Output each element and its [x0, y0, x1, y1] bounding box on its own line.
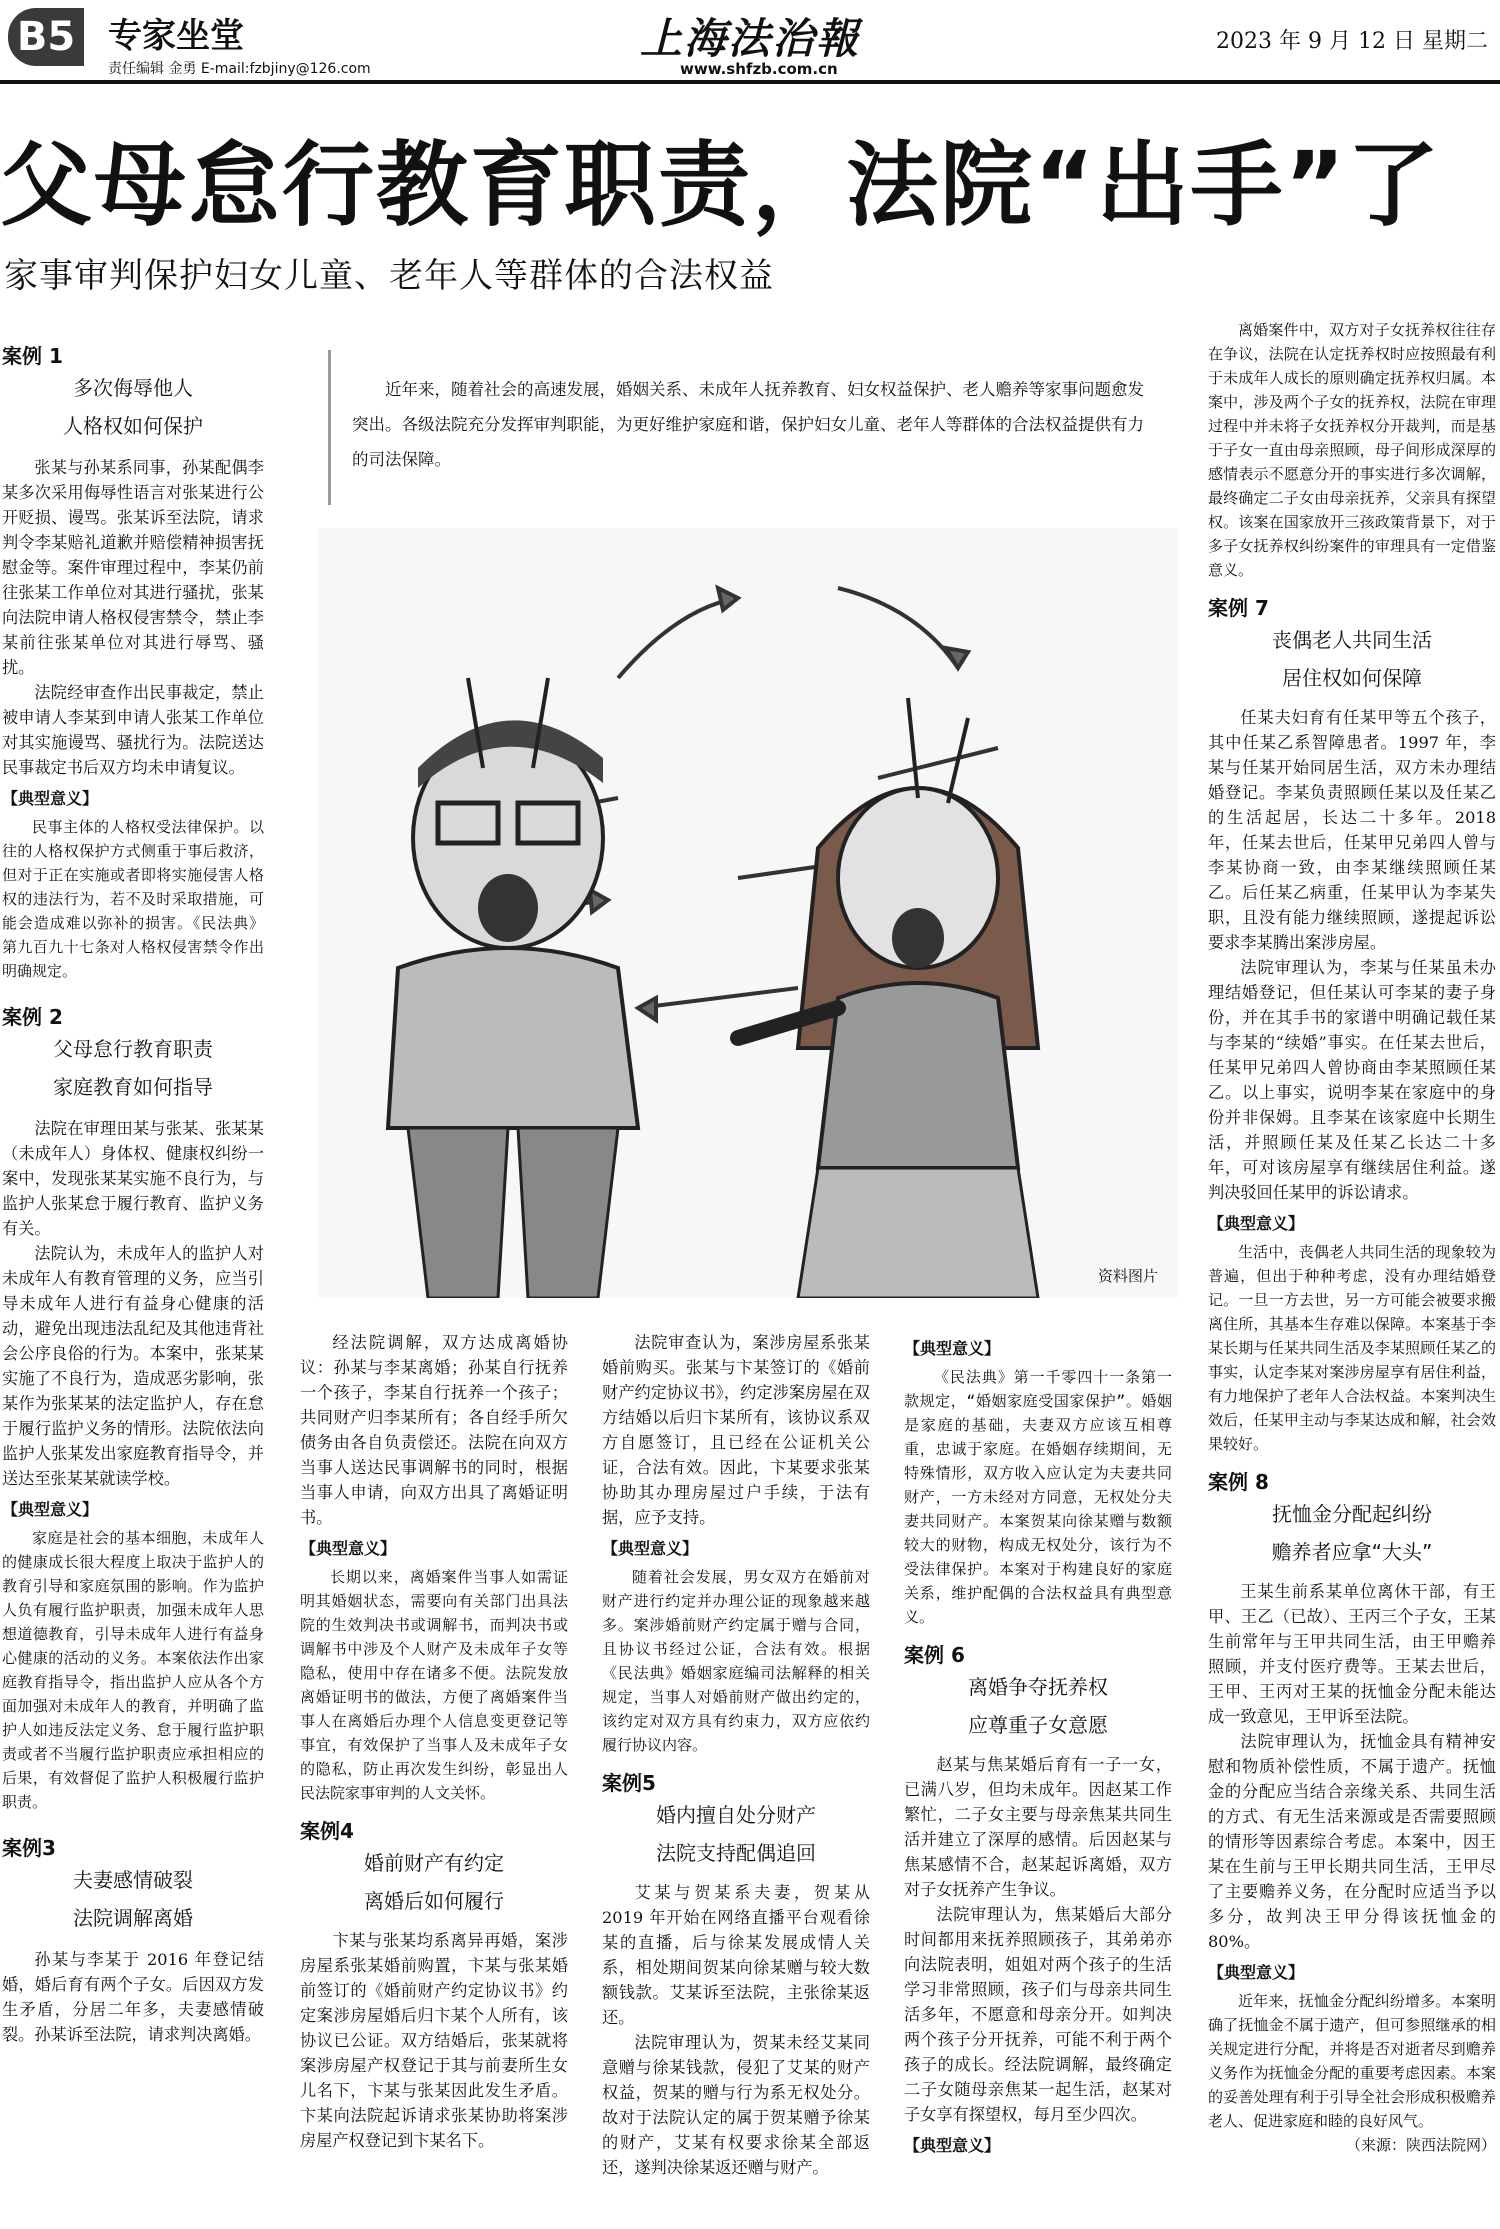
case-6-paragraph: 赵某与焦某婚后育有一子一女，已满八岁，但均未成年。因赵某工作繁忙，二子女主要与母亲焦某共同生活并建立了深厚的感情。后因赵某与焦某感情不合，赵某起诉离婚，双方对子女抚养产生争议。 — [904, 1755, 1172, 1899]
case-4-label: 案例4 — [300, 1819, 354, 1843]
case-8-title-line2: 赡养者应拿“大头” — [1271, 1540, 1433, 1564]
case-1-paragraph: 法院经审查作出民事裁定，禁止被申请人李某到申请人张某工作单位对其实施谩骂、骚扰行为。法院送达民事裁定书后双方均未申请复议。 — [2, 683, 264, 777]
case-1-label: 案例 1 — [2, 344, 63, 368]
arrow-path — [838, 588, 958, 668]
case-8-significance: 近年来，抚恤金分配纠纷增多。本案明确了抚恤金不属于遗产，但可参照继承的相关规定进行分配，并将是否对逝者尽到赡养义务作为抚恤金分配的重要考虑因素。本案的妥善处理有利于引导全社会形成积极赡养老人、促进家庭和睦的良好风气。 — [1208, 1992, 1496, 2130]
case-2-title-line2: 家庭教育如何指导 — [53, 1075, 213, 1099]
case-1-significance-label: 【典型意义】 — [2, 789, 99, 808]
section-title: 专家坐堂 — [108, 16, 244, 56]
arrow-path — [878, 748, 998, 778]
newspaper-logo: 上海法治報 — [640, 14, 861, 63]
man-figure — [388, 678, 638, 1298]
case-5-label: 案例5 — [602, 1771, 656, 1795]
case-6-paragraph: 法院审理认为，焦某婚后大部分时间都用来抚养照顾孩子，其弟弟亦向法院表明，姐姐对两个孩子的生活学习非常照顾，孩子们与母亲共同生活多年，不愿意和母亲分开。如判决两个孩子分开抚养，可能不利于两个孩子的成长。经法院调解，最终确定二子女随母亲焦某一起生活，赵某对子女享有探望权，每月至少四次。 — [904, 1905, 1172, 2124]
arrow-head — [590, 890, 608, 912]
case-2-paragraph: 法院在审理田某与张某、张某某（未成年人）身体权、健康权纠纷一案中，发现张某某实施不良行为，与监护人张某怠于履行教育、监护义务有关。 — [2, 1119, 264, 1238]
arrow-path — [618, 598, 738, 678]
case-5-paragraph: 法院审理认为，贺某未经艾某同意赠与徐某钱款，侵犯了艾某的财产权益，贺某的赠与行为系无权处分。故对于法院认定的属于贺某赠予徐某的财产，艾某有权要求徐某全部返还，遂判决徐某返还赠与财产。 — [602, 2033, 870, 2177]
case-8-title-line1: 抚恤金分配起纠纷 — [1272, 1502, 1432, 1526]
article-source: （来源：陕西法院网） — [1345, 2136, 1496, 2154]
case-7-title-line1: 丧偶老人共同生活 — [1272, 628, 1432, 652]
case-7-paragraph: 法院审理认为，李某与任某虽未办理结婚登记，但任某认可李某的妻子身份，并在其手书的家谱中明确记载任某与李某的“续婚”事实。在任某去世后，任某甲兄弟四人曾协商由李某照顾任某乙。以上事实，说明李某在家庭中的身份并非保姆。且李某在该家庭中长期生活，并照顾任某及任某乙长达二十多年，可对该房屋享有继续居住利益。遂判决驳回任某甲的诉讼请求。 — [1208, 958, 1496, 1202]
issue-date: 2023 年 9 月 12 日 星期二 — [1216, 29, 1488, 54]
subheadline: 家事审判保护妇女儿童、老年人等群体的合法权益 — [4, 256, 774, 296]
case-3-paragraph: 经法院调解，双方达成离婚协议：孙某与李某离婚；孙某自行抚养一个孩子，李某自行抚养一个孩子；共同财产归李某所有；各自经手所欠债务由各自负责偿还。法院在向双方当事人送达民事调解书的同时，根据当事人申请，向双方出具了离婚证明书。 — [300, 1333, 568, 1527]
column-4 — [904, 1330, 1172, 2162]
case-1-significance: 民事主体的人格权受法律保护。以往的人格权保护方式侧重于事后救济，但对于正在实施或者即将实施侵害人格权的违法行为，若不及时采取措施，可能会造成难以弥补的损害。《民法典》第九百九十七条对人格权侵害禁令作出明确规定。 — [2, 818, 264, 980]
cartoon-illustration — [318, 528, 1178, 1298]
column-3 — [602, 1330, 870, 2180]
arrow-path — [638, 988, 798, 1008]
case-4-significance-label: 【典型意义】 — [602, 1539, 699, 1558]
case-3-title-line1: 夫妻感情破裂 — [73, 1868, 193, 1892]
case-7-significance-label: 【典型意义】 — [1208, 1214, 1305, 1233]
case-7-title-line2: 居住权如何保障 — [1282, 666, 1422, 690]
case-5-paragraph: 艾某与贺某系夫妻，贺某从 2019 年开始在网络直播平台观看徐某的直播，后与徐某发展成情人关系，相处期间贺某向徐某赠与较大数额钱款。艾某诉至法院，主张徐某返还。 — [602, 1883, 870, 2027]
case-2-label: 案例 2 — [2, 1005, 63, 1029]
case-8-paragraph: 王某生前系某单位离休干部，有王甲、王乙（已故）、王丙三个子女，王某生前常年与王甲共同生活，由王甲赡养照顾，并支付医疗费等。王某去世后，王甲、王丙对王某的抚恤金分配未能达成一致意见，王甲诉至法院。 — [1208, 1582, 1496, 1726]
arrow-head — [638, 998, 656, 1020]
illustration-drawing — [318, 528, 1178, 1298]
intro-bar — [328, 350, 331, 505]
intro-box — [328, 342, 1158, 507]
arrow-head — [718, 588, 738, 610]
case-8-paragraph: 法院审理认为，抚恤金具有精神安慰和物质补偿性质，不属于遗产。抚恤金的分配应当结合亲缘关系、共同生活的方式、有无生活来源或是否需要照顾的情形等因素综合考虑。本案中，因王某在生前与王甲长期共同生活，王甲尽了主要赡养义务，在分配时应适当予以多分，故判决王甲分得该抚恤金的 80%。 — [1208, 1732, 1496, 1951]
case-5-significance-label: 【典型意义】 — [904, 1339, 1001, 1358]
case-6-significance-label: 【典型意义】 — [904, 2136, 1001, 2155]
case-2-title-line1: 父母怠行教育职责 — [53, 1037, 213, 1061]
case-1-title-line1: 多次侮辱他人 — [73, 376, 193, 400]
case-2-significance-label: 【典型意义】 — [2, 1500, 99, 1519]
case-8-significance-label: 【典型意义】 — [1208, 1963, 1305, 1982]
case-1-paragraph: 张某与孙某系同事，孙某配偶李某多次采用侮辱性语言对张某进行公开贬损、谩骂。张某诉至法院，请求判令李某赔礼道歉并赔偿精神损害抚慰金等。案件审理过程中，李某仍前往张某工作单位对其进行骚扰，张某向法院申请人格权侵害禁令，禁止李某前往张某单位对其进行辱骂、骚扰。 — [2, 458, 264, 677]
case-3-significance-label: 【典型意义】 — [300, 1539, 397, 1558]
case-5-title-line1: 婚内擅自处分财产 — [656, 1803, 816, 1827]
case-4-paragraph: 卞某与张某均系离异再婚，案涉房屋系张某婚前购置，卞某与张某婚前签订的《婚前财产约定协议书》约定案涉房屋婚后归卞某个人所有，该协议已公证。双方结婚后，张某就将案涉房屋产权登记于其与前妻所生女儿名下，卞某与张某因此发生矛盾。卞某向法院起诉请求张某协助将案涉房屋产权登记到卞某名下。 — [300, 1931, 568, 2150]
case-6-title-line2: 应尊重子女意愿 — [968, 1713, 1108, 1737]
case-2-paragraph: 法院认为，未成年人的监护人对未成年人有教育管理的义务，应当引导未成年人进行有益身心健康的活动，避免出现违法乱纪及其他违背社会公序良俗的行为。本案中，张某某实施了不良行为，造成恶劣影响，张某作为张某某的法定监护人，存在怠于履行监护义务的情形。法院依法向监护人张某发出家庭教育指导令，并送达至张某某就读学校。 — [2, 1244, 264, 1488]
masthead — [0, 0, 1500, 78]
illustration-credit: 资料图片 — [1097, 1267, 1158, 1285]
case-7-paragraph: 任某夫妇育有任某甲等五个孩子，其中任某乙系智障患者。1997 年，李某与任某开始同居生活，双方未办理结婚登记。李某负责照顾任某以及任某乙的生活起居，长达二十多年。2018 年，任某去世后，任某甲兄弟四人曾与李某协商一致，由李某继续照顾任某乙。后任某乙病重，任某甲认为李某失职，且没有能力继续照顾，遂提起诉讼要求李某腾出案涉房屋。 — [1208, 708, 1496, 952]
case-4-title-line2: 离婚后如何履行 — [364, 1889, 504, 1913]
case-4-significance: 随着社会发展，男女双方在婚前对财产进行约定并办理公证的现象越来越多。案涉婚前财产约定属于赠与合同，且协议书经过公证，合法有效。根据《民法典》婚姻家庭编司法解释的相关规定，当事人对婚前财产做出约定的，该约定对双方具有约束力，双方应依约履行协议内容。 — [602, 1568, 870, 1754]
case-7-label: 案例 7 — [1208, 596, 1269, 620]
woman-figure — [738, 698, 1038, 1298]
case-6-label: 案例 6 — [904, 1643, 965, 1667]
case-4-title-line1: 婚前财产有约定 — [364, 1851, 504, 1875]
case-3-significance: 长期以来，离婚案件当事人如需证明其婚姻状态，需要向有关部门出具法院的生效判决书或调解书，而判决书或调解书中涉及个人财产及未成年子女等隐私，使用中存在诸多不便。法院发放离婚证明书的做法，方便了离婚案件当事人在离婚后办理个人信息变更登记等事宜，有效保护了当事人及未成年子女的隐私，防止再次发生纠纷，彰显出人民法院家事审判的人文关怀。 — [300, 1568, 568, 1802]
intro-text: 近年来，随着社会的高速发展，婚姻关系、未成年人抚养教育、妇女权益保护、老人赡养等家事问题愈发突出。各级法院充分发挥审判职能，为更好维护家庭和谐，保护妇女儿童、老年人等群体的合法权益提供有力的司法保障。 — [352, 380, 1144, 469]
header-divider — [0, 80, 1500, 84]
newspaper-url[interactable]: www.shfzb.com.cn — [680, 60, 838, 78]
case-5-title-line2: 法院支持配偶追回 — [656, 1841, 816, 1865]
headline: 父母怠行教育职责，法院“出手”了 — [0, 132, 1441, 239]
case-6-title-line1: 离婚争夺抚养权 — [968, 1675, 1108, 1699]
case-3-label: 案例3 — [2, 1836, 56, 1860]
editor-line: 责任编辑 金勇 E-mail:fzbjiny@126.com — [108, 61, 371, 77]
case-6-significance: 离婚案件中，双方对子女抚养权往往存在争议，法院在认定抚养权时应按照最有利于未成年人成长的原则确定抚养权归属。本案中，涉及两个子女的抚养权，法院在审理过程中并未将子女抚养权分开裁判，而是基于子女一直由母亲照顾，母子间形成深厚的感情表示不愿意分开的事实进行多次调解，最终确定二子女由母亲抚养，父亲具有探望权。该案在国家放开三孩政策背景下，对于多子女抚养权纠纷案件的审理具有一定借鉴意义。 — [1208, 321, 1496, 579]
case-4-paragraph: 法院审查认为，案涉房屋系张某婚前购买。张某与卞某签订的《婚前财产约定协议书》，约定涉案房屋在双方结婚以后归卞某所有，该协议系双方自愿签订，且已经在公证机关公证，合法有效。因此，卞某要求张某协助其办理房屋过户手续，于法有据，应予支持。 — [602, 1333, 870, 1527]
column-5 — [1208, 318, 1496, 2158]
case-5-significance: 《民法典》第一千零四十一条第一款规定，“婚姻家庭受国家保护”。婚姻是家庭的基础，夫妻双方应该互相尊重，忠诚于家庭。在婚姻存续期间，无特殊情形，双方收入应认定为夫妻共同财产，一方未经对方同意，无权处分夫妻共同财产。本案贺某向徐某赠与数额较大的财物，构成无权处分，该行为不受法律保护。本案对于构建良好的家庭关系，维护配偶的合法权益具有典型意义。 — [904, 1368, 1172, 1626]
case-7-significance: 生活中，丧偶老人共同生活的现象较为普遍，但出于种种考虑，没有办理结婚登记。一旦一方去世，另一方可能会被要求搬离住所，其基本生存难以保障。本案基于李某长期与任某共同生活及李某照顾任某乙的事实，认定李某对案涉房屋享有居住利益，有力地保护了老年人合法权益。本案判决生效后，任某甲主动与李某达成和解，社会效果较好。 — [1208, 1243, 1496, 1453]
case-8-label: 案例 8 — [1208, 1470, 1269, 1494]
case-3-title-line2: 法院调解离婚 — [73, 1906, 193, 1930]
case-3-paragraph: 孙某与李某于 2016 年登记结婚，婚后育有两个子女。后因双方发生矛盾，分居二年多，夫妻感情破裂。孙某诉至法院，请求判决离婚。 — [2, 1950, 264, 2044]
case-2-significance: 家庭是社会的基本细胞，未成年人的健康成长很大程度上取决于监护人的教育引导和家庭氛围的影响。作为监护人负有履行监护职责，加强未成年人思想道德教育，引导未成年人进行有益身心健康的活动的义务。本案依法作出家庭教育指导令，指出监护人应从各个方面加强对未成年人的教育，并明确了监护人如违反法定义务、怠于履行监护职责或者不当履行监护职责应承担相应的后果，有效督促了监护人积极履行监护职责。 — [2, 1529, 264, 1811]
case-1-title-line2: 人格权如何保护 — [63, 414, 203, 438]
page-number: B5 — [8, 8, 84, 66]
column-1 — [2, 338, 264, 2047]
column-2 — [300, 1330, 568, 2153]
